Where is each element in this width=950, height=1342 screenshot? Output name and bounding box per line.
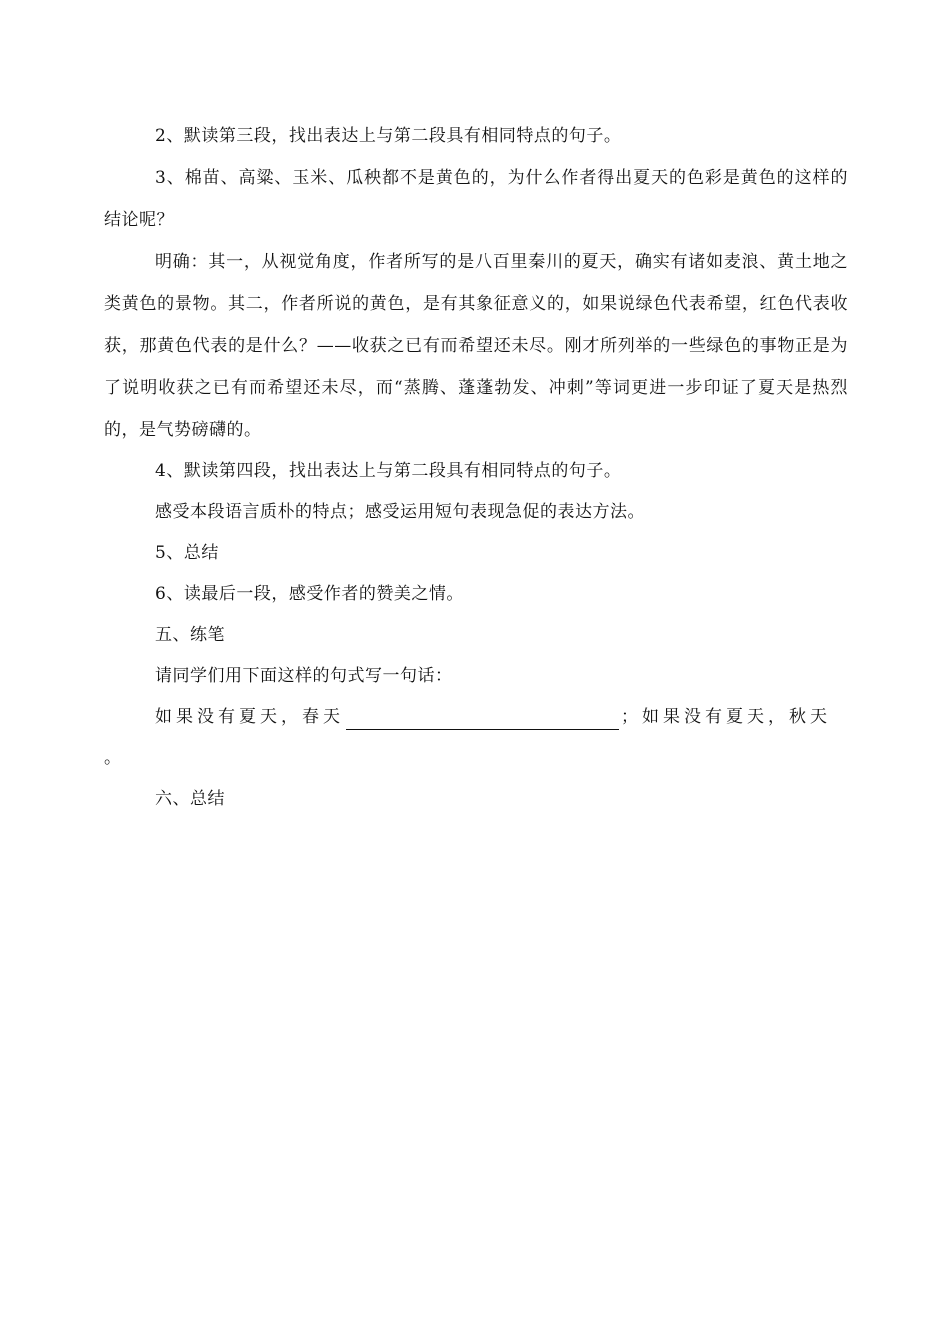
section-heading-writing-practice: 五、练笔 (155, 625, 225, 645)
paragraph-feeling: 感受本段语言质朴的特点；感受运用短句表现急促的表达方法。 (155, 502, 645, 522)
paragraph-step-3-question: 3、棉苗、高粱、玉米、瓜秧都不是黄色的，为什么作者得出夏天的色彩是黄色的这样的结论呢？ (104, 168, 848, 230)
paragraph-step-6: 6、读最后一段，感受作者的赞美之情。 (155, 584, 464, 604)
fill-in-prefix: 如果没有夏天，春天 (155, 707, 344, 727)
sentence-end-mark: 。 (104, 748, 121, 768)
document-body (104, 116, 848, 820)
fill-in-suffix: ；如果没有夏天，秋天 (621, 707, 831, 727)
fill-in-blank (346, 709, 619, 730)
section-heading-summary: 六、总结 (155, 789, 225, 809)
paragraph-instruction: 请同学们用下面这样的句式写一句话： (155, 666, 453, 686)
fill-in-sentence (104, 697, 848, 738)
paragraph-explanation: 明确：其一，从视觉角度，作者所写的是八百里秦川的夏天，确实有诸如麦浪、黄土地之类黄色的景物。其二，作者所说的黄色，是有其象征意义的，如果说绿色代表希望，红色代表收获，那黄色代表的是什么？——收获之已有而希望还未尽。刚才所列举的一些绿色的事物正是为了说明收获之已有而希望还未尽，而“蒸腾、蓬蓬勃发、冲刺”等词更进一步印证了夏天是热烈的，是气势磅礴的。 (104, 252, 848, 440)
paragraph-step-4: 4、默读第四段，找出表达上与第二段具有相同特点的句子。 (155, 461, 622, 481)
paragraph-step-2: 2、默读第三段，找出表达上与第二段具有相同特点的句子。 (155, 126, 622, 146)
paragraph-step-5: 5、总结 (155, 543, 219, 563)
